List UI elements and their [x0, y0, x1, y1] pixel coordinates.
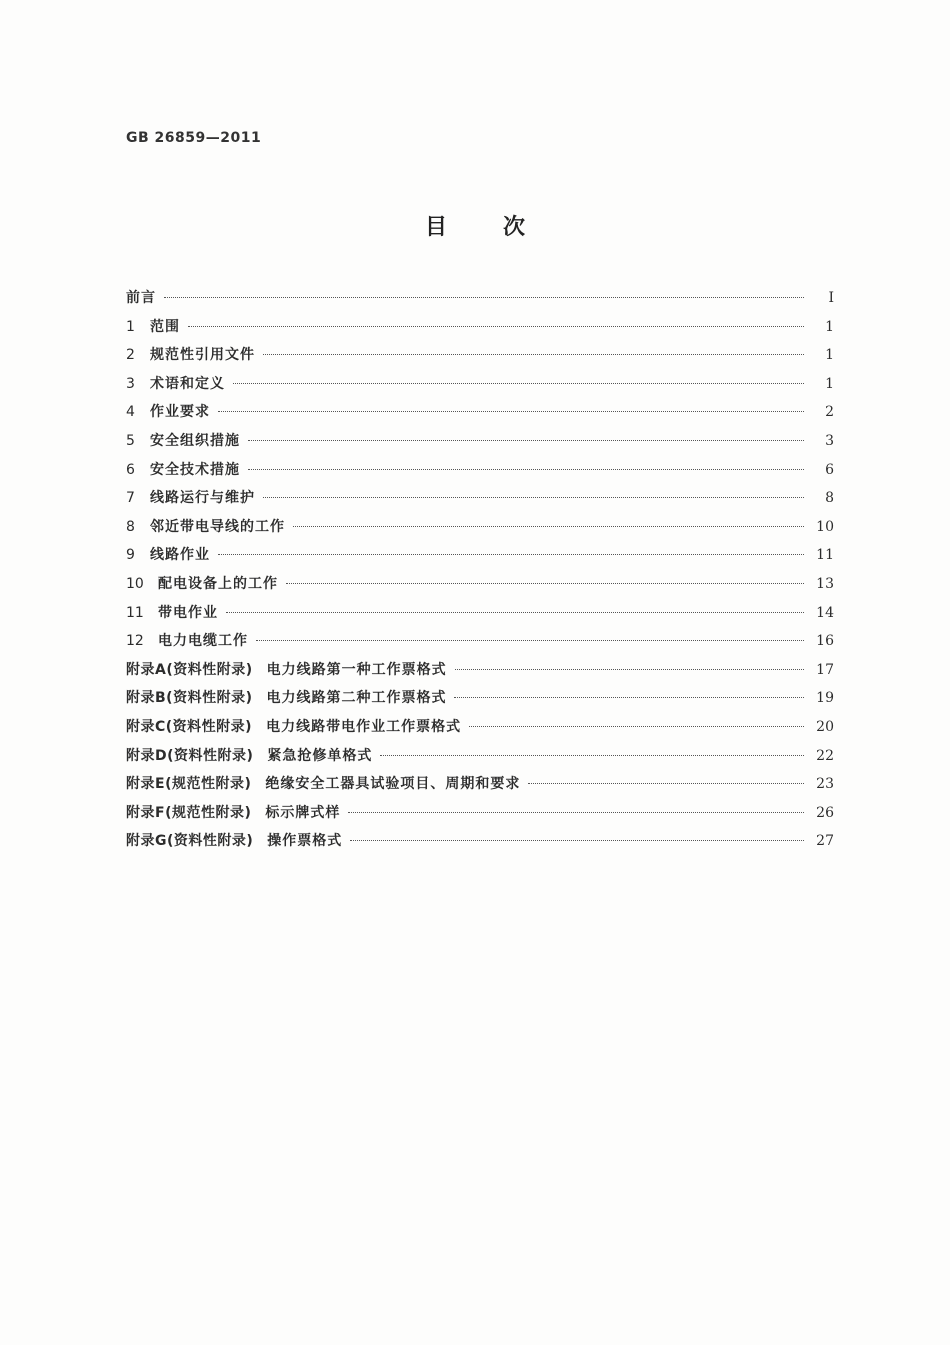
toc-entry-label: 电力电缆工作 [158, 633, 248, 650]
toc-entry-page: 1 [825, 375, 834, 392]
toc-dot-leader [293, 526, 804, 527]
toc-entry-number: 4 [126, 404, 135, 421]
toc-entry-page: 14 [816, 604, 834, 621]
toc-entry-11[interactable] [126, 602, 834, 631]
toc-entry-label: 前言 [126, 290, 156, 306]
toc-entry-appendix-g[interactable] [126, 830, 834, 859]
toc-entry-label: 绝缘安全工器具试验项目、周期和要求 [265, 776, 521, 793]
toc-entry-number: 附录F(规范性附录) [126, 804, 252, 821]
toc-entry-label: 电力线路第二种工作票格式 [266, 690, 447, 707]
toc-entry-number: 2 [126, 347, 135, 364]
toc-entry-label: 线路运行与维护 [150, 490, 255, 507]
toc-entry-page: 2 [825, 404, 834, 421]
table-of-contents [126, 287, 834, 859]
toc-entry-page: 17 [816, 661, 834, 678]
toc-entry-page: 10 [816, 518, 834, 535]
toc-entry-number: 10 [126, 575, 144, 592]
toc-entry-7[interactable] [126, 487, 834, 516]
toc-dot-leader [454, 697, 804, 698]
toc-entry-label: 带电作业 [158, 604, 218, 621]
toc-entry-page: 1 [825, 347, 834, 364]
toc-entry-number: 7 [126, 490, 135, 507]
toc-entry-number: 3 [126, 375, 135, 392]
toc-entry-3[interactable] [126, 373, 834, 402]
toc-dot-leader [164, 297, 804, 298]
toc-entry-page: 8 [825, 490, 834, 507]
toc-entry-page: 11 [816, 547, 834, 564]
toc-entry-page: 20 [816, 718, 834, 735]
toc-entry-page: 22 [816, 747, 834, 764]
toc-entry-number: 附录G(资料性附录) [126, 833, 254, 850]
toc-entry-label: 操作票格式 [267, 833, 343, 850]
toc-entry-label: 作业要求 [150, 404, 210, 421]
toc-entry-number: 12 [126, 633, 144, 650]
toc-dot-leader [226, 612, 804, 613]
toc-entry-page: 23 [816, 776, 834, 793]
toc-entry-appendix-d[interactable] [126, 745, 834, 774]
toc-entry-label: 范围 [150, 318, 180, 335]
toc-entry-label: 标示牌式样 [265, 804, 341, 821]
toc-entry-page: 26 [816, 804, 834, 821]
toc-entry-label: 邻近带电导线的工作 [150, 518, 285, 535]
toc-entry-page: 6 [825, 461, 834, 478]
toc-entry-label: 安全技术措施 [150, 461, 240, 478]
toc-dot-leader [286, 583, 804, 584]
toc-dot-leader [528, 783, 804, 784]
toc-entry-number: 9 [126, 547, 135, 564]
toc-entry-1[interactable] [126, 316, 834, 345]
toc-dot-leader [233, 383, 804, 384]
toc-entry-10[interactable] [126, 573, 834, 602]
toc-entry-8[interactable] [126, 516, 834, 545]
toc-dot-leader [263, 354, 804, 355]
toc-entry-page: 27 [816, 833, 834, 850]
toc-entry-page: 1 [825, 318, 834, 335]
toc-entry-page: 19 [816, 690, 834, 707]
toc-dot-leader [248, 469, 804, 470]
toc-entry-label: 规范性引用文件 [150, 347, 255, 364]
toc-entry-number: 附录B(资料性附录) [126, 690, 253, 707]
toc-entry-9[interactable] [126, 544, 834, 573]
toc-entry-label: 安全组织措施 [150, 432, 240, 449]
toc-entry-appendix-a[interactable] [126, 659, 834, 688]
toc-entry-label: 电力线路带电作业工作票格式 [266, 718, 462, 735]
toc-dot-leader [256, 640, 804, 641]
toc-entry-appendix-e[interactable] [126, 773, 834, 802]
toc-entry-number: 附录D(资料性附录) [126, 747, 254, 764]
toc-entry-appendix-b[interactable] [126, 687, 834, 716]
toc-entry-number: 8 [126, 518, 135, 535]
document-code: GB 26859—2011 [126, 130, 262, 146]
toc-entry-appendix-c[interactable] [126, 716, 834, 745]
toc-entry-number: 1 [126, 318, 135, 335]
toc-entry-number: 6 [126, 461, 135, 478]
toc-dot-leader [469, 726, 804, 727]
toc-dot-leader [263, 497, 804, 498]
toc-entry-appendix-f[interactable] [126, 802, 834, 831]
toc-entry-5[interactable] [126, 430, 834, 459]
toc-entry-number: 附录C(资料性附录) [126, 718, 253, 735]
toc-dot-leader [380, 755, 804, 756]
toc-entry-6[interactable] [126, 459, 834, 488]
toc-entry-12[interactable] [126, 630, 834, 659]
toc-dot-leader [248, 440, 804, 441]
toc-dot-leader [350, 840, 804, 841]
toc-entry-label: 紧急抢修单格式 [267, 747, 373, 764]
toc-entry-label: 线路作业 [150, 547, 210, 564]
toc-entry-number: 附录E(规范性附录) [126, 776, 252, 793]
toc-entry-page: 16 [816, 633, 834, 650]
toc-title: 目次 [424, 215, 581, 240]
toc-dot-leader [218, 554, 804, 555]
toc-entry-4[interactable] [126, 401, 834, 430]
toc-dot-leader [188, 326, 804, 327]
toc-dot-leader [348, 812, 804, 813]
toc-entry-number: 5 [126, 432, 135, 449]
toc-entry-label: 配电设备上的工作 [158, 575, 278, 592]
toc-dot-leader [218, 411, 804, 412]
toc-entry-page: I [828, 290, 834, 306]
toc-entry-foreword[interactable] [126, 287, 834, 316]
toc-dot-leader [455, 669, 804, 670]
toc-entry-label: 术语和定义 [150, 375, 225, 392]
toc-entry-label: 电力线路第一种工作票格式 [266, 661, 447, 678]
toc-entry-page: 3 [825, 432, 834, 449]
toc-entry-number: 11 [126, 604, 144, 621]
toc-entry-2[interactable] [126, 344, 834, 373]
toc-entry-number: 附录A(资料性附录) [126, 661, 253, 678]
toc-entry-page: 13 [816, 575, 834, 592]
